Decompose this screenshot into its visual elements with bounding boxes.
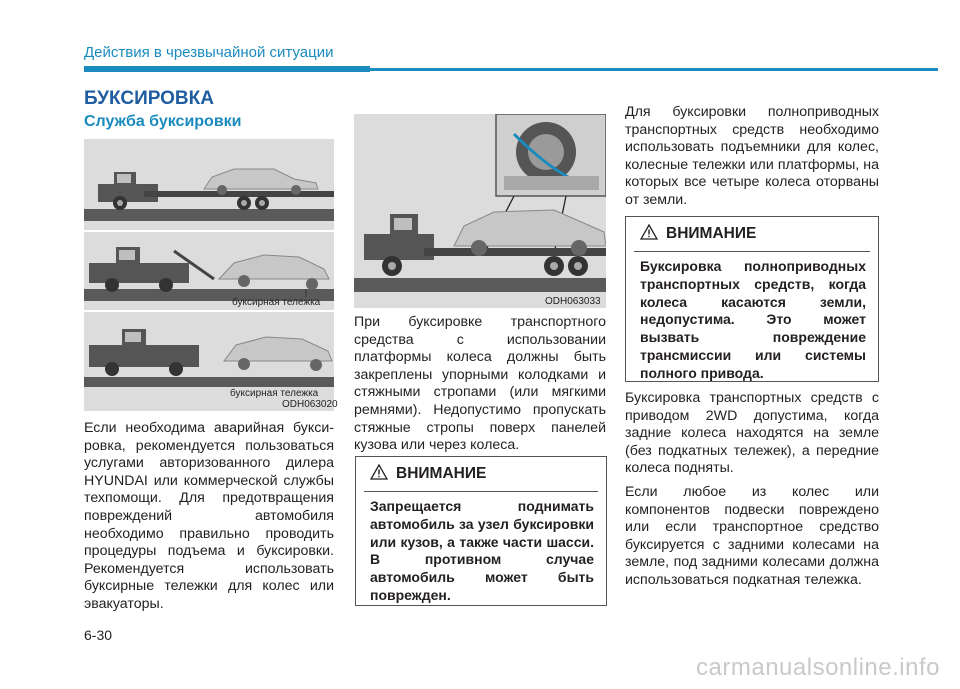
paragraph: При буксировке транспортного средства с использовании платформы колеса должны быть закреплены упорными колодками и стяжными стропами (или мягкими ремнями). Недопустимо пропускать стяжные стропы поверх панелей кузова или через колеса. [354, 314, 606, 454]
warning-header [356, 457, 606, 491]
warning-triangle-icon [640, 224, 658, 245]
warning-box-awd [625, 216, 879, 382]
warning-title: ВНИМАНИЕ [396, 465, 487, 482]
towing-illustrations [84, 139, 334, 411]
watermark: carmanualsonline.info [696, 654, 940, 681]
flatbed-figure [354, 114, 606, 308]
paragraph: Буксировка транспортных средств с приводом 2WD допустима, когда задние колеса находятся на земле (без подкатных тележек), а передние колеса подняты. [625, 390, 879, 477]
column-1-text [84, 420, 334, 620]
subtitle: Служба буксировки [84, 113, 242, 130]
warning-triangle-icon [370, 464, 388, 485]
flatbed-illustration [354, 114, 606, 308]
column-3-text-top [625, 104, 879, 216]
figure-label-dolly-1: буксирная тележка [232, 297, 321, 308]
section-header: Действия в чрезвычайной ситуации [84, 44, 334, 61]
warning-text: Буксировка полноприводных транспортных средств, когда колеса касаются земли, недопустима. Это может вызвать повреждение трансмиссии или системы полного привода. [640, 258, 866, 381]
warning-header [626, 217, 878, 251]
header-rule-accent [84, 66, 370, 72]
column-3-text-bottom [625, 390, 879, 596]
figure-label-dolly-2: буксирная тележка [230, 388, 319, 399]
warning-box-lifting [355, 456, 607, 606]
figure-code-left: ODH063020 [282, 399, 338, 410]
towing-illustrations-figure [84, 139, 334, 411]
chapter-title: БУКСИРОВКА [84, 88, 214, 109]
paragraph: Для буксировки полноприводных транспортных средств необходимо использовать подъемники для колес, колесные тележки или платформы, на которых все четыре колеса оторваны от земли. [625, 104, 879, 208]
page-number: 6-30 [84, 627, 113, 643]
column-2-text [354, 314, 606, 461]
paragraph: Если любое из колес или компонентов подвески повреждено или если транспортное средство буксируется с задними колесами на земле, под задними колесами должна использоваться подкатная тележка. [625, 483, 879, 588]
warning-title: ВНИМАНИЕ [666, 225, 757, 242]
warning-text: Запрещается поднимать автомобиль за узел буксировки или кузов, а также части шасси. В противном случае автомобиль может быть поврежден. [370, 498, 594, 603]
figure-code-middle: ODH063033 [545, 296, 601, 307]
paragraph: Если необходима аварийная букси-ровка, рекомендуется пользоваться услугами авторизованного дилера HYUNDAI или коммерческой службы техпомощи. Для предотвращения повреждений автомобиля необходимо правильно проводить процедуры подъема и буксировки. Рекомендуется использовать буксирные тележки для колес или эвакуаторы. [84, 420, 334, 612]
